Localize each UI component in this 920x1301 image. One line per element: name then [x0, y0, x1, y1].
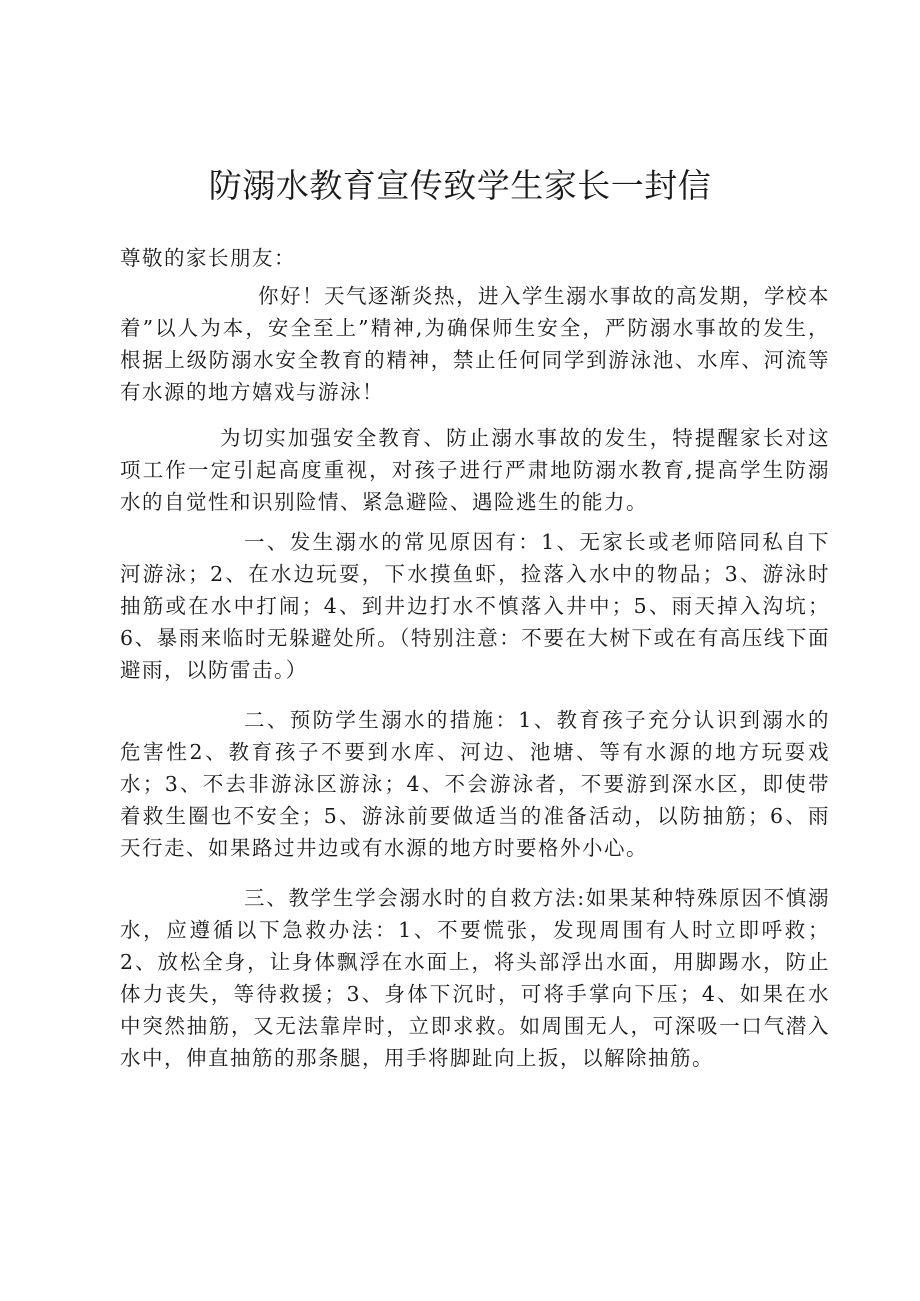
paragraph-reminder: 为切实加强安全教育、防止溺水事故的发生，特提醒家长对这项工作一定引起高度重视，对孩子进行严肃地防溺水教育,提高学生防溺水的自觉性和识别险情、紧急避险、遇险逃生的能力。 — [120, 426, 830, 514]
salutation: 尊敬的家长朋友： — [120, 246, 296, 270]
page-title: 防溺水教育宣传致学生家长一封信 — [208, 166, 712, 205]
paragraph-prevention: 二、预防学生溺水的措施：1、教育孩子充分认识到溺水的危害性2、教育孩子不要到水库、河边、池塘、等有水源的地方玩耍戏水；3、不去非游泳区游泳；4、不会游泳者，不要游到深水区，即使带着救生圈也不安全；5、游泳前要做适当的准备活动，以防抽筋；6、雨天行走、如果路过井边或有水源的地方时要格外小心。 — [120, 708, 830, 860]
paragraph-self-rescue: 三、教学生学会溺水时的自救方法:如果某种特殊原因不慎溺水，应遵循以下急救办法：1、不要慌张，发现周围有人时立即呼救；2、放松全身，让身体飘浮在水面上，将头部浮出水面，用脚踢水，防止体力丧失，等待救援；3、身体下沉时，可将手掌向下压；4、如果在水中突然抽筋，又无法靠岸时，立即求救。如周围无人，可深吸一口气潜入水中，伸直抽筋的那条腿，用手将脚趾向上扳，以解除抽筋。 — [120, 886, 830, 1070]
paragraph-causes: 一、发生溺水的常见原因有：1、无家长或老师陪同私自下河游泳；2、在水边玩耍，下水摸鱼虾，捡落入水中的物品；3、游泳时抽筋或在水中打闹；4、到井边打水不慎落入井中；5、雨天掉入沟坑；6、暴雨来临时无躲避处所。（特别注意：不要在大树下或在有高压线下面避雨，以防雷击。） — [120, 530, 830, 682]
paragraph-greeting: 你好！天气逐渐炎热，进入学生溺水事故的高发期，学校本着”以人为本，安全至上”精神,为确保师生安全，严防溺水事故的发生，根据上级防溺水安全教育的精神，禁止任何同学到游泳池、水库、河流等有水源的地方嬉戏与游泳！ — [120, 284, 830, 404]
